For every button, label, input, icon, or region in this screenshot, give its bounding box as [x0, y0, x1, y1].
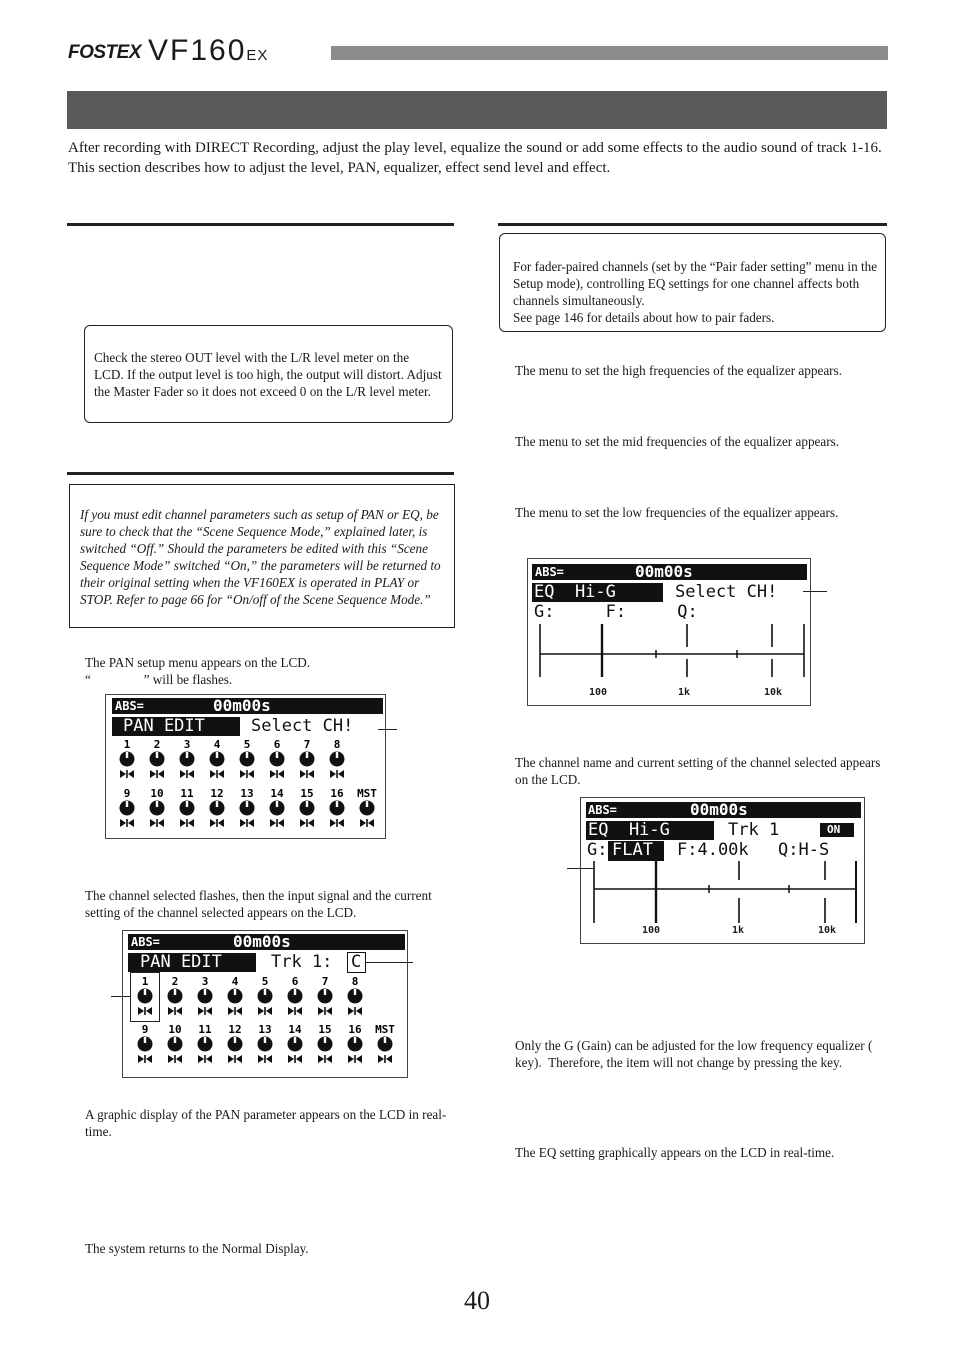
lcd-track-label: Trk 1: [728, 820, 780, 840]
channel-label: 14: [288, 1023, 302, 1036]
channel-label: 16: [330, 787, 344, 800]
pan-center-mark: [276, 770, 278, 778]
pan-center-mark: [294, 1055, 296, 1063]
knob-pointer: [144, 989, 146, 995]
pan-center-mark: [336, 770, 338, 778]
knob-pointer: [144, 1037, 146, 1043]
channel-label: 1: [123, 738, 131, 751]
channel-label: 9: [141, 1023, 149, 1036]
lcd-pan-track: [122, 930, 408, 1078]
pair-note-text: For fader-paired channels (set by the “Pair fader setting” menu in the Setup mode), controlling EQ settings for one channel affects both channels simultaneously. See page 146 for details about how to pair faders.: [513, 259, 878, 325]
level-note-box: [84, 325, 453, 423]
tick-label-1k: 1k: [732, 925, 745, 936]
lcd-eq-title: EQ Hi-G: [534, 582, 616, 602]
lcd-select-ch: Select CH!: [251, 716, 354, 736]
tick-label-10k: 10k: [818, 925, 837, 936]
knob-pointer: [186, 752, 188, 758]
channel-label: 5: [243, 738, 251, 751]
pan-center-mark: [174, 1055, 176, 1063]
knob-pointer: [174, 989, 176, 995]
pan-center-mark: [216, 819, 218, 827]
pan-center-mark: [126, 819, 128, 827]
model-name: VF160: [148, 34, 247, 67]
knob-pointer: [204, 989, 206, 995]
page-number: 40: [464, 1286, 490, 1315]
lcd-time: 00m00s: [233, 932, 291, 951]
tick-label-100: 100: [642, 925, 661, 936]
model-logo: [148, 34, 268, 68]
channel-label: 3: [201, 975, 209, 988]
pan-knob-grid: [123, 931, 409, 1079]
knob-pointer: [216, 752, 218, 758]
intro-text: After recording with DIRECT Recording, adjust the play level, equalize the sound or add some effects to the audio sound of track 1-16. This section describes how to adjust the level, PAN, equalizer, effect send level and effect.: [68, 140, 882, 176]
channel-label: 7: [321, 975, 329, 988]
lcd-freq-value: F:4.00k: [677, 840, 749, 860]
channel-label: 12: [228, 1023, 242, 1036]
lcd-eq-track: [580, 797, 865, 944]
lcd-eq-title: EQ Hi-G: [588, 820, 670, 840]
channel-label: 3: [183, 738, 191, 751]
knob-pointer: [276, 801, 278, 807]
pan-center-mark: [354, 1055, 356, 1063]
knob-pointer: [324, 989, 326, 995]
lcd-track-label: Trk 1:: [271, 952, 333, 972]
pan-center-mark: [216, 770, 218, 778]
lcd-abs-label: ABS=: [588, 803, 617, 817]
pan-center-mark: [336, 819, 338, 827]
knob-pointer: [294, 1037, 296, 1043]
knob-pointer: [246, 801, 248, 807]
header-bar: [331, 46, 888, 60]
knob-pointer: [384, 1037, 386, 1043]
channel-label: 2: [153, 738, 161, 751]
knob-pointer: [264, 989, 266, 995]
pan-center-mark: [324, 1055, 326, 1063]
callout-line: [111, 996, 131, 997]
lcd-abs-label: ABS=: [115, 699, 144, 713]
pan-center-mark: [324, 1007, 326, 1015]
pan-center-mark: [186, 819, 188, 827]
pan-center-mark: [246, 770, 248, 778]
lcd-pan-select: [105, 694, 386, 839]
channel-label: MST: [375, 1023, 395, 1036]
channel-label: 6: [273, 738, 281, 751]
channel-label: 4: [213, 738, 221, 751]
lcd-q-value: Q:H-S: [778, 840, 830, 860]
lcd-select-ch: Select CH!: [675, 582, 778, 602]
lcd-time: 00m00s: [690, 800, 748, 819]
callout-line: [378, 729, 397, 730]
level-note-text: Check the stereo OUT level with the L/R level meter on the LCD. If the output level is too high, the output will distort. Adjust the Master Fader so it does not exceed 0 on the L/R level meter.: [94, 350, 442, 399]
lcd-pan-value: C: [351, 952, 362, 972]
channel-label: 13: [240, 787, 254, 800]
pan-center-mark: [144, 1007, 146, 1015]
channel-label: 14: [270, 787, 284, 800]
channel-label: 10: [150, 787, 164, 800]
pan-center-mark: [264, 1055, 266, 1063]
channel-label: 16: [348, 1023, 362, 1036]
channel-label: 10: [168, 1023, 182, 1036]
lcd-pan-title: PAN EDIT: [140, 952, 222, 972]
knob-pointer: [234, 989, 236, 995]
knob-pointer: [324, 1037, 326, 1043]
lcd-time: 00m00s: [635, 562, 693, 581]
channel-label: 15: [300, 787, 314, 800]
mid-freq-text: The menu to set the mid frequencies of the equalizer appears.: [515, 434, 840, 449]
knob-pointer: [366, 801, 368, 807]
channel-label: 4: [231, 975, 239, 988]
knob-pointer: [336, 752, 338, 758]
returns-normal-text: The system returns to the Normal Display.: [85, 1241, 309, 1256]
pan-center-mark: [384, 1055, 386, 1063]
pan-center-mark: [354, 1007, 356, 1015]
scene-note-text: If you must edit channel parameters such as setup of PAN or EQ, be sure to check that the “Scene Sequence Mode,” explained later, is switched “Off.” Should the parameters be edited with this “Scene Sequence Mode” switched “On,” the parameters will be returned to their original setting when the VF160EX is operated in PLAY or STOP. Refer to page 66 for “On/off of the Scene Sequence Mode.”: [80, 507, 441, 607]
eq-graph: [528, 559, 812, 707]
right-section-rule: [498, 223, 887, 226]
pan-center-mark: [366, 819, 368, 827]
eq-graphic-text: The EQ setting graphically appears on the LCD in real-time.: [515, 1145, 835, 1160]
pan-center-mark: [264, 1007, 266, 1015]
left-section-rule-2: [67, 472, 454, 475]
knob-pointer: [276, 752, 278, 758]
knob-pointer: [294, 989, 296, 995]
brand-logo: [68, 42, 141, 64]
channel-label: 8: [351, 975, 359, 988]
channel-label: 5: [261, 975, 269, 988]
hi-freq-text: The menu to set the high frequencies of the equalizer appears.: [515, 363, 842, 378]
graphic-pan-text: A graphic display of the PAN parameter appears on the LCD in real-time.: [85, 1107, 447, 1139]
channel-label: 6: [291, 975, 299, 988]
knob-pointer: [126, 801, 128, 807]
tick-label-1k: 1k: [678, 687, 691, 698]
channel-label: 7: [303, 738, 311, 751]
eq-graph: [581, 798, 866, 945]
on-badge-text: ON: [827, 823, 841, 836]
knob-pointer: [174, 1037, 176, 1043]
left-section-rule-1: [67, 223, 454, 226]
pan-center-mark: [276, 819, 278, 827]
knob-pointer: [126, 752, 128, 758]
pan-center-mark: [156, 819, 158, 827]
channel-label: 12: [210, 787, 224, 800]
knob-pointer: [234, 1037, 236, 1043]
lcd-eq-select: [527, 558, 811, 706]
pan-center-mark: [306, 770, 308, 778]
scene-note-box: [69, 484, 455, 628]
section-banner: [67, 91, 887, 129]
pan-center-mark: [204, 1007, 206, 1015]
knob-pointer: [354, 989, 356, 995]
channel-label: MST: [357, 787, 377, 800]
pan-center-mark: [294, 1007, 296, 1015]
pan-knob-grid: [106, 695, 387, 840]
knob-pointer: [264, 1037, 266, 1043]
lcd-abs-label: ABS=: [535, 565, 564, 579]
knob-pointer: [306, 752, 308, 758]
callout-line: [803, 591, 827, 592]
low-freq-text: The menu to set the low frequencies of the equalizer appears.: [515, 505, 839, 520]
pair-note-box: [499, 233, 886, 332]
pan-menu-text-1: The PAN setup menu appears on the LCD.: [85, 655, 311, 670]
model-suffix: EX: [246, 47, 269, 64]
channel-label: 11: [180, 787, 194, 800]
knob-pointer: [216, 801, 218, 807]
channel-name-text: The channel name and current setting of the channel selected appears on the LCD.: [515, 755, 881, 787]
knob-pointer: [246, 752, 248, 758]
pan-center-mark: [306, 819, 308, 827]
knob-pointer: [156, 801, 158, 807]
channel-label: 11: [198, 1023, 212, 1036]
knob-pointer: [306, 801, 308, 807]
pan-center-mark: [126, 770, 128, 778]
knob-pointer: [156, 752, 158, 758]
channel-label: 8: [333, 738, 341, 751]
channel-label: 1: [141, 975, 149, 988]
pan-center-mark: [174, 1007, 176, 1015]
knob-pointer: [336, 801, 338, 807]
pan-center-mark: [144, 1055, 146, 1063]
channel-label: 2: [171, 975, 179, 988]
pan-menu-text-2: “ ” will be flashes.: [85, 672, 233, 687]
knob-pointer: [186, 801, 188, 807]
channel-label: 15: [318, 1023, 332, 1036]
gain-only-text: Only the G (Gain) can be adjusted for the low frequency equalizer ( key). Therefore, the item will not change by pressing the key.: [515, 1038, 912, 1070]
pan-center-mark: [204, 1055, 206, 1063]
callout-line: [567, 868, 595, 869]
pan-center-mark: [156, 770, 158, 778]
lcd-eq-params: G: F: Q:: [534, 602, 698, 622]
lcd-gain-label: G:: [587, 840, 608, 860]
channel-label: 9: [123, 787, 131, 800]
pan-center-mark: [186, 770, 188, 778]
tick-label-100: 100: [589, 687, 608, 698]
channel-label: 13: [258, 1023, 272, 1036]
lcd-abs-label: ABS=: [131, 935, 160, 949]
lcd-pan-title: PAN EDIT: [123, 716, 205, 736]
brand-name: FOSTEX: [68, 42, 142, 63]
lcd-time: 00m00s: [213, 696, 271, 715]
pan-center-mark: [234, 1055, 236, 1063]
knob-pointer: [204, 1037, 206, 1043]
channel-selected-text: The channel selected flashes, then the input signal and the current setting of the channel selected appears on the LCD.: [85, 888, 432, 920]
knob-pointer: [354, 1037, 356, 1043]
callout-line: [366, 962, 413, 963]
lcd-gain-value: FLAT: [612, 840, 653, 860]
pan-center-mark: [234, 1007, 236, 1015]
tick-label-10k: 10k: [764, 687, 783, 698]
pan-center-mark: [246, 819, 248, 827]
